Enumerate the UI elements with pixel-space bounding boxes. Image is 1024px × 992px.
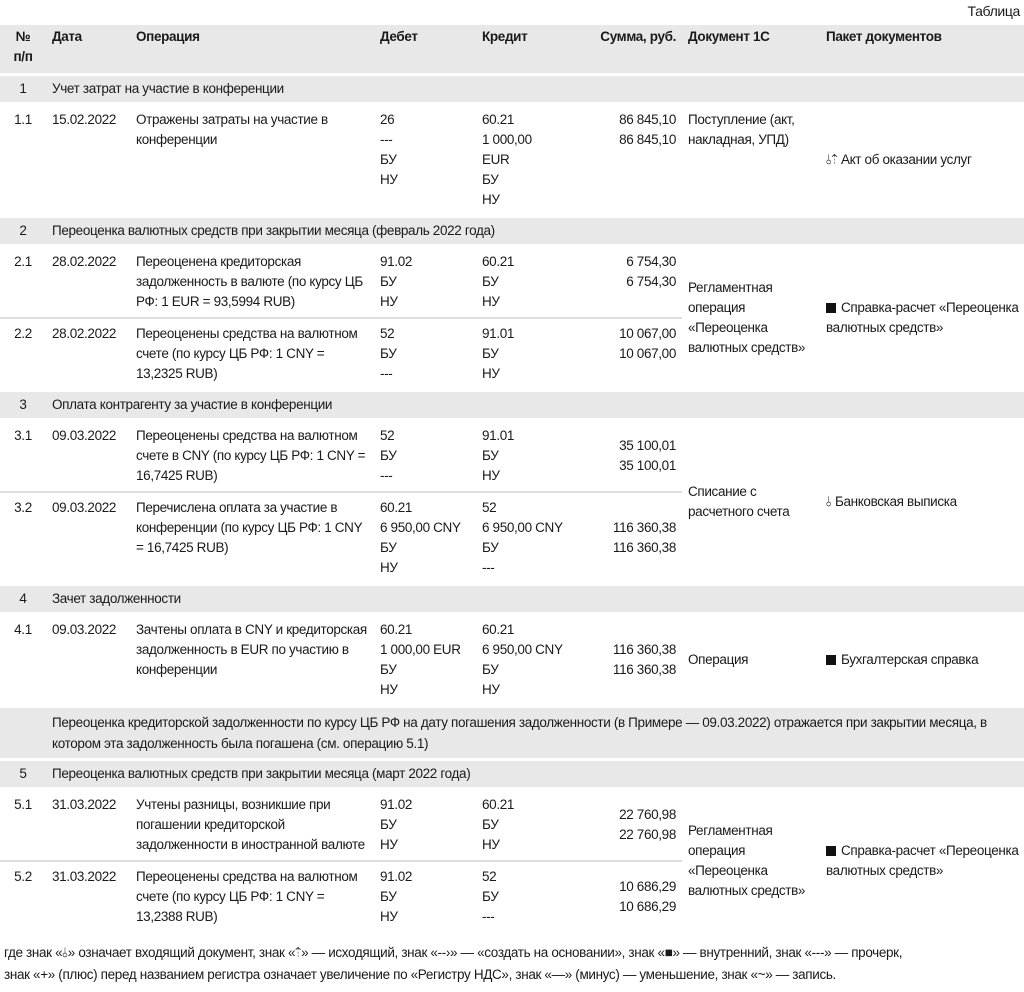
- credit-line: 91.01: [482, 428, 515, 443]
- debit-line: 91.02: [380, 869, 413, 884]
- row-credit: [476, 317, 576, 389]
- sum-line: 35 100,01: [619, 438, 676, 453]
- row-document-package: [820, 615, 1024, 705]
- debit-line: НУ: [380, 172, 398, 187]
- row-number: 4.1: [14, 622, 32, 637]
- row-debit: [374, 247, 476, 317]
- row-operation: Переоценены средства на валютном счете (по курсу ЦБ РФ: 1 CNY = 13,2388 RUB): [130, 860, 374, 932]
- section-row: [0, 76, 1024, 102]
- row-document-package: [820, 421, 1024, 583]
- header-date: Дата: [46, 25, 130, 73]
- debit-line: 26: [380, 112, 395, 127]
- row-operation: Учтены разницы, возникшие при погашении кредиторской задолженности в иностранной валюте: [136, 797, 365, 852]
- credit-line: НУ: [482, 192, 500, 207]
- sum-line: 10 686,29: [619, 879, 676, 894]
- sum-line: 6 754,30: [626, 274, 676, 289]
- row-number: 3.1: [14, 428, 32, 443]
- debit-line: 60.21: [380, 500, 413, 515]
- table-row: [0, 105, 1024, 215]
- credit-line: 52: [482, 500, 497, 515]
- row-date: 09.03.2022: [52, 428, 117, 443]
- internal-square-icon: [826, 846, 836, 856]
- debit-line: БУ: [380, 152, 397, 167]
- credit-line: БУ: [482, 889, 499, 904]
- row-sum: [576, 790, 682, 860]
- row-number: 2.1: [14, 254, 32, 269]
- row-credit: [476, 247, 576, 317]
- debit-line: 52: [380, 428, 395, 443]
- row-document-1c: Списание с расчетного счета: [688, 484, 790, 519]
- row-sum: [576, 615, 682, 705]
- debit-line: НУ: [380, 560, 398, 575]
- row-number: 5.2: [0, 860, 46, 932]
- credit-line: НУ: [482, 366, 500, 381]
- row-credit: [476, 790, 576, 860]
- section-title: Учет затрат на участие в конференции: [46, 76, 1024, 102]
- sum-line: 86 845,10: [619, 132, 676, 147]
- section-row: [0, 586, 1024, 612]
- section-number: 3: [0, 392, 46, 418]
- debit-line: НУ: [380, 909, 398, 924]
- debit-line: БУ: [380, 448, 397, 463]
- credit-line: 52: [482, 869, 497, 884]
- table-row: [0, 790, 1024, 860]
- row-debit: [374, 790, 476, 860]
- sum-line: 86 845,10: [619, 112, 676, 127]
- credit-line: 60.21: [482, 622, 515, 637]
- credit-line: 6 950,00 CNY: [482, 520, 563, 535]
- sum-line: 10 067,00: [619, 346, 676, 361]
- row-date: 09.03.2022: [46, 491, 130, 583]
- credit-line: БУ: [482, 172, 499, 187]
- credit-line: 6 950,00 CNY: [482, 642, 563, 657]
- section-number: 4: [0, 586, 46, 612]
- debit-line: БУ: [380, 662, 397, 677]
- package-label: Справка-расчет «Переоценка валютных средств»: [826, 300, 1019, 335]
- row-operation: Отражены затраты на участие в конференции: [136, 112, 328, 147]
- debit-line: БУ: [380, 889, 397, 904]
- credit-line: БУ: [482, 274, 499, 289]
- sum-line: 116 360,38: [612, 540, 676, 555]
- sum-line: 116 360,38: [612, 520, 676, 535]
- debit-line: ---: [380, 366, 393, 381]
- row-credit: [476, 860, 576, 932]
- credit-line: БУ: [482, 540, 499, 555]
- credit-line: БУ: [482, 448, 499, 463]
- row-operation: Переоценены средства на валютном счете (по курсу ЦБ РФ: 1 CNY = 13,2325 RUB): [130, 317, 374, 389]
- section-number: 1: [0, 76, 46, 102]
- row-date: 31.03.2022: [46, 860, 130, 932]
- row-date: 31.03.2022: [52, 797, 117, 812]
- row-number: 1.1: [14, 112, 32, 127]
- sum-line: 116 360,38: [612, 642, 676, 657]
- debit-line: 60.21: [380, 622, 413, 637]
- debit-line: БУ: [380, 346, 397, 361]
- row-date: 28.02.2022: [52, 254, 117, 269]
- section-row: [0, 218, 1024, 244]
- note-text: Переоценка кредиторской задолженности по курсу ЦБ РФ на дату погашения задолженности (в Примере — 09.03.2022) отражается при закрытии месяца, в котором эта задолженность была погашена (см. операцию 5.1): [0, 708, 1024, 758]
- section-title: Зачет задолженности: [46, 586, 1024, 612]
- debit-line: 1 000,00 EUR: [380, 642, 461, 657]
- credit-line: НУ: [482, 837, 500, 852]
- row-operation: Зачтены оплата в CNY и кредиторская задолженность в EUR по участию в конференции: [136, 622, 367, 677]
- credit-line: НУ: [482, 294, 500, 309]
- row-operation: Перечислена оплата за участие в конференции (по курсу ЦБ РФ: 1 CNY = 16,7425 RUB): [130, 491, 374, 583]
- row-date: 28.02.2022: [46, 317, 130, 389]
- row-date: 15.02.2022: [52, 112, 117, 127]
- section-number: 2: [0, 218, 46, 244]
- package-label: Бухгалтерская справка: [841, 652, 979, 667]
- debit-line: ---: [380, 468, 393, 483]
- debit-line: 6 950,00 CNY: [380, 520, 461, 535]
- credit-line: ---: [482, 560, 495, 575]
- section-title: Переоценка валютных средств при закрытии месяца (март 2022 года): [46, 761, 1024, 787]
- row-number: 5.1: [14, 797, 32, 812]
- credit-line: 60.21: [482, 112, 515, 127]
- row-debit: [374, 105, 476, 215]
- credit-line: БУ: [482, 662, 499, 677]
- row-document-package: [820, 247, 1024, 389]
- debit-line: 91.02: [380, 254, 413, 269]
- debit-line: НУ: [380, 837, 398, 852]
- table-row: [0, 247, 1024, 317]
- credit-line: EUR: [482, 152, 510, 167]
- header-operation: Операция: [130, 25, 374, 73]
- sum-line: 10 067,00: [619, 326, 676, 341]
- header-debit: Дебет: [374, 25, 476, 73]
- row-operation: Переоценена кредиторская задолженность в валюте (по курсу ЦБ РФ: 1 EUR = 93,5994 RUB): [136, 254, 363, 309]
- header-num: № п/п: [0, 25, 46, 73]
- debit-line: БУ: [380, 274, 397, 289]
- in-arrow-icon: ⫰: [826, 494, 832, 509]
- note-row: [0, 708, 1024, 758]
- table-body: [0, 73, 1024, 932]
- in-out-arrows-icon: ⫰⇡: [826, 152, 838, 167]
- row-number: 2.2: [0, 317, 46, 389]
- sum-line: 35 100,01: [619, 458, 676, 473]
- row-document-1c: Регламентная операция «Переоценка валютных средств»: [688, 280, 806, 355]
- row-debit: [374, 860, 476, 932]
- row-document-1c: Поступление (акт, накладная, УПД): [688, 112, 795, 147]
- header-document: Документ 1С: [682, 25, 820, 73]
- row-sum: [576, 491, 682, 583]
- credit-line: НУ: [482, 682, 500, 697]
- debit-line: БУ: [380, 540, 397, 555]
- row-document-1c: Операция: [688, 652, 749, 667]
- internal-square-icon: [826, 303, 836, 313]
- row-sum: [576, 105, 682, 215]
- credit-line: 60.21: [482, 254, 515, 269]
- debit-line: 91.02: [380, 797, 413, 812]
- footnote-line: где знак «⫰» означает входящий документ, знак «⇡» — исходящий, знак «--›» — «создать на основании», знак «■» — внутренний, знак «---» — прочерк,: [4, 945, 903, 960]
- table-row: [0, 615, 1024, 705]
- credit-line: 60.21: [482, 797, 515, 812]
- section-row: [0, 392, 1024, 418]
- row-sum: [576, 421, 682, 491]
- debit-line: НУ: [380, 294, 398, 309]
- row-document-package: [820, 790, 1024, 932]
- postings-table: [0, 25, 1024, 932]
- row-credit: [476, 615, 576, 705]
- sum-line: 22 760,98: [619, 827, 676, 842]
- header-package: Пакет документов: [820, 25, 1024, 73]
- debit-line: 52: [380, 326, 395, 341]
- row-debit: [374, 421, 476, 491]
- internal-square-icon: [826, 655, 836, 665]
- debit-line: НУ: [380, 682, 398, 697]
- row-debit: [374, 317, 476, 389]
- debit-line: ---: [380, 132, 393, 147]
- row-operation: Переоценены средства на валютном счете в CNY (по курсу ЦБ РФ: 1 CNY = 16,7425 RUB): [136, 428, 366, 483]
- row-sum: [576, 860, 682, 932]
- row-date: 09.03.2022: [52, 622, 117, 637]
- row-number: 3.2: [0, 491, 46, 583]
- credit-line: НУ: [482, 468, 500, 483]
- footnote: [0, 942, 1024, 992]
- table-caption: Таблица: [967, 3, 1020, 19]
- credit-line: БУ: [482, 817, 499, 832]
- sum-line: 6 754,30: [626, 254, 676, 269]
- credit-line: 91.01: [482, 326, 515, 341]
- footnote-line: знак «+» (плюс) перед названием регистра означает увеличение по «Регистру НДС», знак «—» (минус) — уменьшение, знак «~» — запись.: [4, 967, 836, 982]
- row-document-1c: Регламентная операция «Переоценка валютных средств»: [688, 823, 806, 898]
- package-label: Акт об оказании услуг: [840, 152, 972, 167]
- row-sum: [576, 247, 682, 317]
- section-row: [0, 761, 1024, 787]
- sum-line: 10 686,29: [619, 899, 676, 914]
- sum-line: 116 360,38: [612, 662, 676, 677]
- section-title: Оплата контрагенту за участие в конференции: [46, 392, 1024, 418]
- row-credit: [476, 105, 576, 215]
- package-label: Банковская выписка: [834, 494, 957, 509]
- section-title: Переоценка валютных средств при закрытии месяца (февраль 2022 года): [46, 218, 1024, 244]
- debit-line: БУ: [380, 817, 397, 832]
- row-debit: [374, 491, 476, 583]
- section-number: 5: [0, 761, 46, 787]
- row-sum: [576, 317, 682, 389]
- header-credit: Кредит: [476, 25, 576, 73]
- row-debit: [374, 615, 476, 705]
- credit-line: 1 000,00: [482, 132, 532, 147]
- header-sum: Сумма, руб.: [576, 25, 682, 73]
- table-row: [0, 421, 1024, 491]
- package-label: Справка-расчет «Переоценка валютных средств»: [826, 843, 1019, 878]
- row-credit: [476, 491, 576, 583]
- row-credit: [476, 421, 576, 491]
- row-document-package: [820, 105, 1024, 215]
- credit-line: ---: [482, 909, 495, 924]
- table-header: [0, 25, 1024, 73]
- sum-line: 22 760,98: [619, 807, 676, 822]
- credit-line: БУ: [482, 346, 499, 361]
